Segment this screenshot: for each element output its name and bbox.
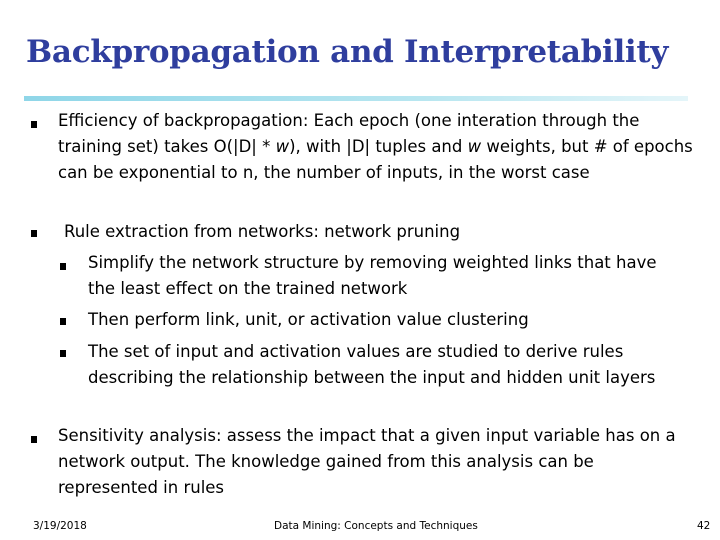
bullet-efficiency-w1: w bbox=[275, 137, 290, 156]
title-underline bbox=[24, 96, 688, 101]
bullet-marker bbox=[31, 121, 37, 128]
sub-bullet-rules: The set of input and activation values are studied to derive rules describing the relationship between the input and hidden unit layers bbox=[88, 342, 656, 387]
bullet-efficiency-part3: weights, but # of epochs can be exponential to n, the number of inputs, in the worst case bbox=[58, 137, 693, 182]
bullet-sensitivity: Sensitivity analysis: assess the impact that a given input variable has on a network output. The knowledge gained from this analysis can be represented in rules bbox=[58, 426, 676, 497]
bullet-efficiency bbox=[58, 108, 698, 186]
footer-title: Data Mining: Concepts and Techniques bbox=[274, 520, 478, 532]
bullet-marker bbox=[31, 436, 37, 443]
bullet-efficiency-part1: Efficiency of backpropagation: Each epoch (one interation through the training set) takes O(|D| * bbox=[58, 111, 640, 156]
sub-bullet-simplify: Simplify the network structure by removing weighted links that have the least effect on the trained network bbox=[88, 253, 657, 298]
slide-title: Backpropagation and Interpretability bbox=[26, 34, 669, 70]
sub-bullet-marker bbox=[60, 318, 66, 325]
sub-bullet-clustering: Then perform link, unit, or activation value clustering bbox=[88, 310, 529, 329]
bullet-efficiency-part2: ), with |D| tuples and bbox=[289, 137, 468, 156]
page-number: 42 bbox=[697, 520, 711, 532]
footer-date: 3/19/2018 bbox=[33, 520, 87, 532]
bullet-rule-extraction: Rule extraction from networks: network pruning bbox=[64, 222, 461, 241]
sub-bullet-marker bbox=[60, 263, 66, 270]
sub-bullet-marker bbox=[60, 350, 66, 357]
bullet-efficiency-w2: w bbox=[467, 137, 482, 156]
bullet-marker bbox=[31, 230, 37, 237]
